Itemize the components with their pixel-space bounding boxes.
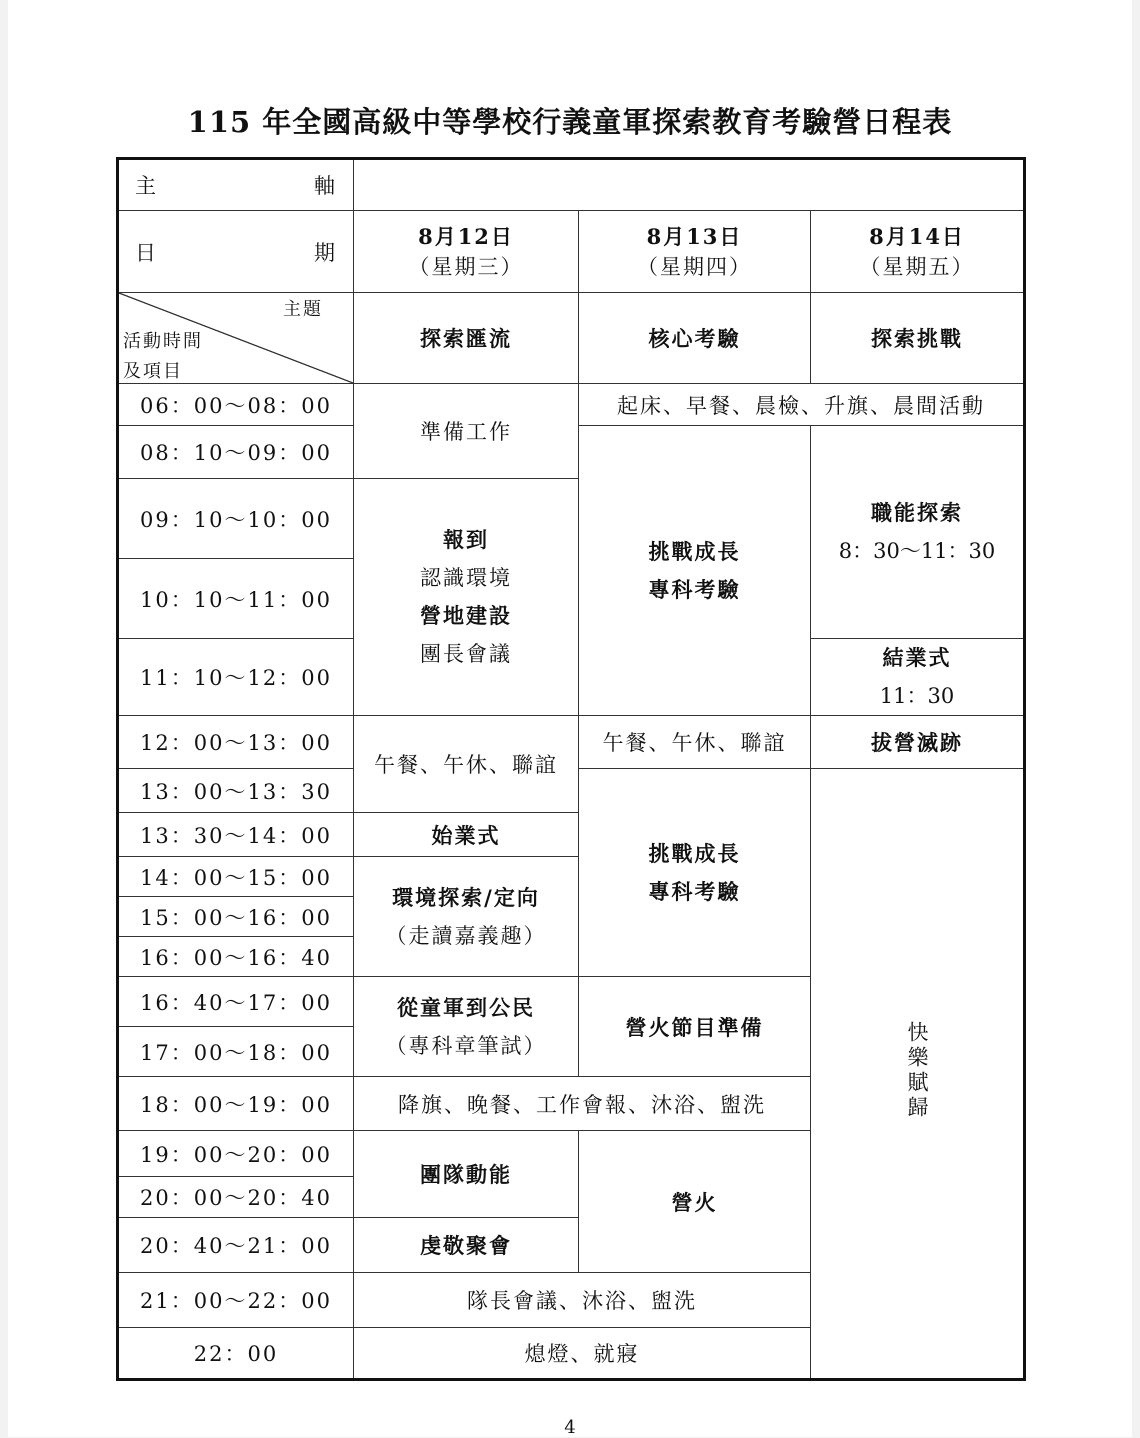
leader-meeting-label: 團長會議 [420,642,512,666]
challenge-growth-label: 挑戰成長 [648,840,741,866]
diag-item-label: 及項目 [123,361,183,382]
day-1-theme: 探索匯流 [354,293,579,384]
day-3-theme: 探索挑戰 [811,293,1025,384]
cell-env-explore [354,857,579,977]
merit-exam-label: 專科考驗 [648,878,741,904]
cell-morning-routine: 起床、早餐、晨檢、升旗、晨間活動 [579,384,1025,426]
cell-lights-out: 熄燈、就寢 [354,1328,811,1380]
cell-patrol-meeting: 隊長會議、沐浴、盥洗 [354,1273,811,1328]
badge-exam-label: （專科章筆試） [385,1033,547,1058]
time-cell: 22：00 [118,1328,354,1380]
time-cell: 16：40～17：00 [118,977,354,1027]
day-2-theme: 核心考驗 [579,293,811,384]
time-cell: 06：00～08：00 [118,384,354,426]
header-row-date [118,211,1025,293]
date-label-cell [118,211,354,293]
time-cell: 13：30～14：00 [118,813,354,857]
diagonal-header-cell [118,293,354,384]
time-cell: 10：10～11：00 [118,559,354,639]
day-1-weekday: （星期三） [408,254,524,279]
cell-opening-ceremony: 始業式 [354,813,579,857]
time-cell: 15：00～16：00 [118,897,354,937]
cell-devotion: 虔敬聚會 [354,1218,579,1273]
day-1-date: 8月12日 [418,223,514,249]
cell-prep-work: 準備工作 [354,384,579,479]
cell-scout-citizen [354,977,579,1077]
checkin-label: 報到 [443,527,489,552]
time-cell: 14：00～15：00 [118,857,354,897]
day-3-date: 8月14日 [869,223,965,249]
header-row-theme [118,293,1025,384]
scout-citizen-label: 從童軍到公民 [397,994,535,1020]
cell-career-explore [811,426,1025,639]
time-cell: 08：10～09：00 [118,426,354,479]
cell-happy-return [811,769,1025,1380]
page-title: 115 年全國高級中等學校行義童軍探索教育考驗營日程表 [187,105,953,139]
page-number: 4 [564,1417,576,1438]
date-label-right: 期 [314,240,337,265]
happy-return-label: 快樂賦歸 [905,1021,930,1121]
time-cell: 20：00～20：40 [118,1177,354,1218]
axis-label-left: 主 [135,174,158,198]
time-cell: 18：00～19：00 [118,1077,354,1131]
closing-time: 11：30 [879,684,955,708]
cell-evening-routine: 降旗、晚餐、工作會報、沐浴、盥洗 [354,1077,811,1131]
cell-challenge-afternoon [579,769,811,977]
cell-campfire-prep: 營火節目準備 [579,977,811,1077]
date-label-left: 日 [135,240,158,265]
header-row-axis [118,159,1025,211]
axis-label-cell [118,159,354,211]
day-1-date-cell [354,211,579,293]
time-cell: 12：00～13：00 [118,716,354,769]
time-cell: 21：00～22：00 [118,1273,354,1328]
day-3-date-cell [811,211,1025,293]
merit-exam-label: 專科考驗 [648,576,741,602]
cell-challenge-morning [579,426,811,716]
time-cell: 17：00～18：00 [118,1027,354,1077]
cell-campfire: 營火 [579,1131,811,1273]
day-2-date-cell [579,211,811,293]
table-row [118,384,1025,426]
day-3-weekday: （星期五） [859,254,975,279]
camp-build-label: 營地建設 [420,603,512,628]
env-explore-label: 環境探索/定向 [392,884,540,910]
day-2-date: 8月13日 [646,223,743,249]
axis-value-cell [354,159,1025,211]
diag-time-label: 活動時間 [123,331,203,352]
time-cell: 09：10～10：00 [118,479,354,559]
walk-chiayi-label: （走讀嘉義趣） [385,923,547,948]
cell-lunch-day1: 午餐、午休、聯誼 [354,716,579,813]
time-cell: 16：00～16：40 [118,937,354,977]
table-row [118,716,1025,769]
challenge-growth-label: 挑戰成長 [648,538,741,564]
diag-theme-label: 主題 [283,299,323,320]
time-cell: 11：10～12：00 [118,639,354,716]
career-explore-time: 8：30～11：30 [838,539,996,563]
cell-checkin-block [354,479,579,716]
time-cell: 20：40～21：00 [118,1218,354,1273]
career-explore-label: 職能探索 [871,500,964,525]
cell-team-dynamics: 團隊動能 [354,1131,579,1218]
cell-lunch-day2: 午餐、午休、聯誼 [579,716,811,769]
know-env-label: 認識環境 [420,566,512,590]
time-cell: 19：00～20：00 [118,1131,354,1177]
day-2-weekday: （星期四） [637,254,752,279]
schedule-table [116,157,1026,1381]
cell-closing-ceremony [811,639,1025,716]
axis-label-right: 軸 [314,174,337,198]
cell-break-camp: 拔營滅跡 [811,716,1025,769]
time-cell: 13：00～13：30 [118,769,354,813]
closing-label: 結業式 [882,645,952,670]
